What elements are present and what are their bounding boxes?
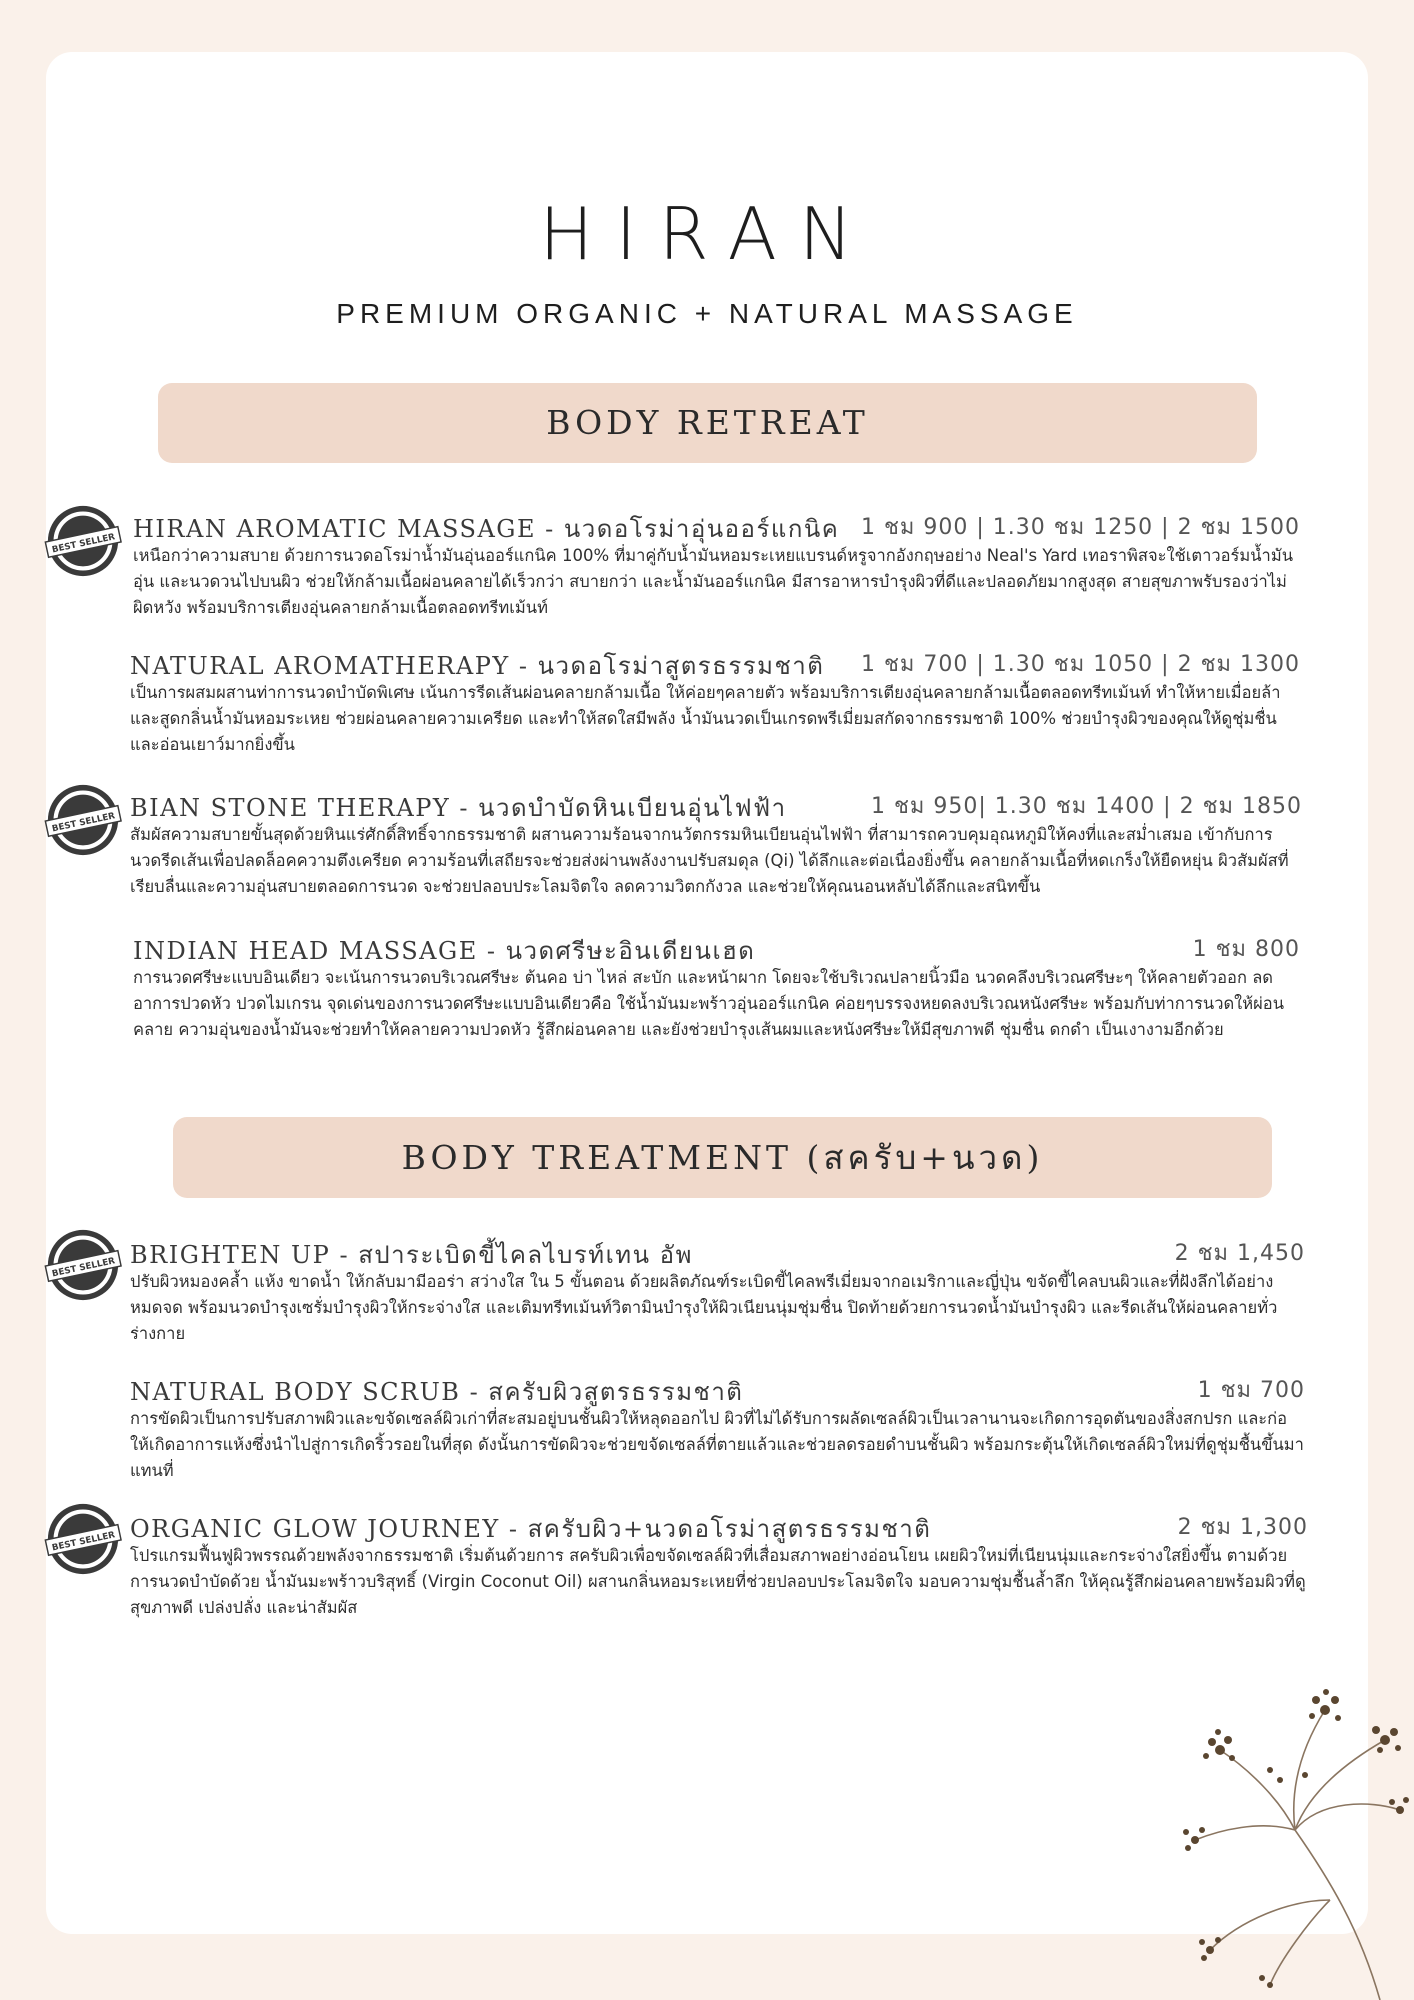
item-price: 1 ชม 800 (1192, 937, 1300, 962)
section-banner-body-treatment (173, 1117, 1272, 1198)
best-seller-text: BEST SELLER (51, 1256, 117, 1280)
item-name: HIRAN AROMATIC MASSAGE - นวดอโรม่าอุ่นออร์แกนิค (133, 515, 840, 543)
item-description: การขัดผิวเป็นการปรับสภาพผิวและขจัดเซลล์ผิวเก่าที่สะสมอยู่บนชั้นผิวให้หลุดออกไป ผิวที่ไม่ได้รับการผลัดเซลล์ผิวเป็นเวลานานจะเกิดการอุดตันของสิ่งสกปรก และก่อให้เกิดอาการแห้งซึ่งนำไปสู่การเกิดริ้วรอยในที่สุด ดังนั้นการขัดผิวจะช่วยขจัดเซลล์ที่ตายแล้วและช่วยลดรอยดำบนชั้นผิว พร้อมกระตุ้นให้เกิดเซลล์ผิวใหม่ที่ดูชุ่มชื้นขึ้นมาแทนที่ (130, 1409, 1304, 1480)
menu-item (130, 1372, 1305, 1484)
dried-flower-decoration (1080, 1600, 1414, 2000)
best-seller-badge (44, 781, 122, 859)
section-title: BODY RETREAT (546, 403, 869, 442)
item-description: สัมผัสความสบายขั้นสุดด้วยหินแร่ศักดิ์สิทธิ์จากธรรมชาติ ผสานความร้อนจากนวัตกรรมหินเบียนอุ่นไฟฟ้า ที่สามารถควบคุมอุณหภูมิให้คงที่และสม่ำเสมอ เข้ากับการนวดรีดเส้นเพื่อปลดล็อคความตึงเครียด ความร้อนที่เสถียรจะช่วยส่งผ่านพลังงานปรับสมดุล (Qi) ได้ลึกและต่อเนื่องยิ่งขึ้น คลายกล้ามเนื้อที่หดเกร็งให้ยืดหยุ่น ผิวสัมผัสที่เรียบลื่นและความอุ่นสบายตลอดการนวด จะช่วยปลอบประโลมจิตใจ ลดความวิตกกังวล และช่วยให้คุณนอนหลับได้ลึกและสนิทขึ้น (130, 825, 1289, 896)
item-price: 2 ชม 1,450 (1174, 1241, 1305, 1266)
item-description: ปรับผิวหมองคล้ำ แห้ง ขาดน้ำ ให้กลับมามีออร่า สว่างใส ใน 5 ขั้นตอน ด้วยผลิตภัณฑ์ระเบิดขี้ไคลพรีเมี่ยมจากอเมริกาและญี่ปุ่น ขจัดขี้ไคลบนผิวและที่ฝังลึกได้อย่างหมดจด พร้อมนวดบำรุงเซรั่มบำรุงผิวให้กระจ่างใส และเติมทรีทเม้นท์วิตามินบำรุงให้ผิวเนียนนุ่มชุ่มชื่น ปิดท้ายด้วยการนวดน้ำมันบำรุงผิว และรีดเส้นให้ผ่อนคลายทั่วร่างกาย (130, 1272, 1278, 1343)
item-description: โปรแกรมฟื้นฟูผิวพรรณด้วยพลังจากธรรมชาติ เริ่มต้นด้วยการ สครับผิวเพื่อขจัดเซลล์ผิวที่เสื่อมสภาพอย่างอ่อนโยน เผยผิวใหม่ที่เนียนนุ่มและกระจ่างใสยิ่งขึ้น ตามด้วยการนวดบำบัดด้วย น้ำมันมะพร้าวบริสุทธิ์ (Virgin Coconut Oil) ผสานกลิ่นหอมระเหยที่ช่วยปลอบประโลมจิตใจ มอบความชุ่มชื้นล้ำลึก ให้คุณรู้สึกผ่อนคลายพร้อมผิวที่ดูสุขภาพดี เปล่งปลั่ง และน่าสัมผัส (130, 1546, 1306, 1617)
best-seller-text: BEST SELLER (51, 811, 117, 835)
menu-item (133, 931, 1300, 1043)
item-price: 1 ชม 900 | 1.30 ชม 1250 | 2 ชม 1500 (860, 515, 1300, 540)
brand-tagline: PREMIUM ORGANIC + NATURAL MASSAGE (336, 298, 1078, 329)
menu-item (130, 788, 1302, 900)
best-seller-badge (44, 1226, 122, 1304)
best-seller-badge (44, 502, 122, 580)
brand-title: HIRAN (539, 192, 875, 276)
section-title: BODY TREATMENT (สครับ+นวด) (401, 1138, 1044, 1177)
item-name: BIAN STONE THERAPY - นวดบำบัดหินเบียนอุ่นไฟฟ้า (130, 794, 787, 822)
item-name: ORGANIC GLOW JOURNEY - สครับผิว+นวดอโรม่าสูตรธรรมชาติ (130, 1515, 932, 1543)
item-name: INDIAN HEAD MASSAGE - นวดศรีษะอินเดียนเฮด (133, 937, 756, 965)
item-price: 1 ชม 950| 1.30 ชม 1400 | 2 ชม 1850 (870, 794, 1302, 819)
section-banner-body-retreat (158, 383, 1257, 463)
best-seller-text: BEST SELLER (51, 532, 117, 556)
menu-item (133, 509, 1300, 621)
item-name: BRIGHTEN UP - สปาระเบิดขี้ไคลไบรท์เทน อัพ (130, 1241, 693, 1269)
item-name: NATURAL BODY SCRUB - สครับผิวสูตรธรรมชาติ (130, 1378, 744, 1406)
menu-item (130, 646, 1300, 758)
menu-item (130, 1235, 1305, 1347)
item-description: เหนือกว่าความสบาย ด้วยการนวดอโรม่าน้ำมันอุ่นออร์แกนิค 100% ที่มาคู่กับน้ำมันหอมระเหยแบรนด์หรูจากอังกฤษอย่าง Neal's Yard เทอราพิสจะใช้เตาวอร์มน้ำมันอุ่น และนวดวนไปบนผิว ช่วยให้กล้ามเนื้อผ่อนคลายได้เร็วกว่า สบายกว่า และน้ำมันออร์แกนิค มีสารอาหารบำรุงผิวที่ดีและปลอดภัยมากสูงสุด สายสุขภาพรับรองว่าไม่ผิดหวัง พร้อมบริการเตียงอุ่นคลายกล้ามเนื้อตลอดทรีทเม้นท์ (133, 546, 1293, 617)
item-price: 1 ชม 700 (1197, 1378, 1305, 1403)
best-seller-text: BEST SELLER (51, 1530, 117, 1554)
item-price: 2 ชม 1,300 (1177, 1515, 1308, 1540)
item-price: 1 ชม 700 | 1.30 ชม 1050 | 2 ชม 1300 (860, 652, 1300, 677)
item-description: การนวดศรีษะแบบอินเดียว จะเน้นการนวดบริเวณศรีษะ ต้นคอ บ่า ไหล่ สะบัก และหน้าผาก โดยจะใช้บริเวณปลายนิ้วมือ นวดคลึงบริเวณศรีษะๆ ให้คลายตัวออก ลดอาการปวดหัว ปวดไมเกรน จุดเด่นของการนวดศรีษะแบบอินเดียวคือ ใช้น้ำมันมะพร้าวอุ่นออร์แกนิค ค่อยๆบรรจงหยดลงบริเวณหนังศรีษะ พร้อมกับท่าการนวดให้ผ่อนคลาย ความอุ่นของน้ำมันจะช่วยทำให้คลายความปวดหัว รู้สึกผ่อนคลาย และยังช่วยบำรุงเส้นผมและหนังศรีษะให้มีสุขภาพดี ชุ่มชื่น ดกดำ เป็นเงางามอีกด้วย (133, 968, 1284, 1039)
item-name: NATURAL AROMATHERAPY - นวดอโรม่าสูตรธรรมชาติ (130, 652, 825, 680)
item-description: เป็นการผสมผสานท่าการนวดบำบัดพิเศษ เน้นการรีดเส้นผ่อนคลายกล้ามเนื้อ ให้ค่อยๆคลายตัว พร้อมบริการเตียงอุ่นคลายกล้ามเนื้อตลอดทรีทเม้นท์ ทำให้หายเมื่อยล้า และสูดกลิ่นน้ำมันหอมระเหย ช่วยผ่อนคลายความเครียด และทำให้สดใสมีพลัง น้ำมันนวดเป็นเกรดพรีเมี่ยมสกัดจากธรรมชาติ 100% ช่วยบำรุงผิวของคุณให้ดูชุ่มชื่น และอ่อนเยาว์มากยิ่งขึ้น (130, 683, 1281, 754)
best-seller-badge (44, 1500, 122, 1578)
